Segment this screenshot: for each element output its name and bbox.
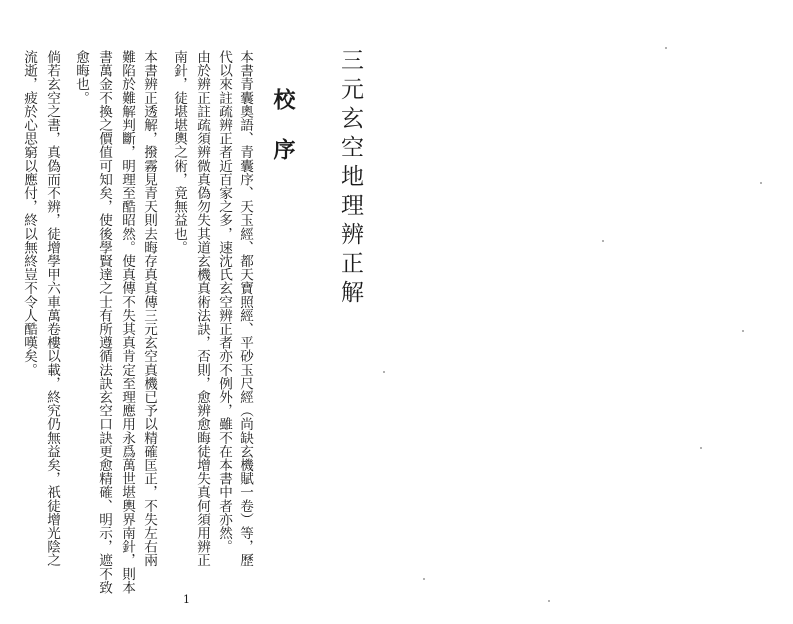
book-title: 三元玄空地理辨正解 bbox=[337, 48, 363, 309]
text-column-9: 倘若玄空之書，真偽而不辨，徒增學甲六車萬卷樓以載，終究仍無益矣，祇徒增光陰之 bbox=[44, 50, 60, 567]
scan-speck bbox=[602, 240, 604, 242]
page-number: 1 bbox=[183, 593, 190, 606]
scan-speck bbox=[760, 182, 762, 184]
text-column-6: 難陷於難解判斷，明理至酷昭然。使真傳不失其真肯定至理應用永爲萬世堪輿界南針，則本 bbox=[119, 50, 135, 594]
text-column-2: 代以來註疏辨正者近百家之多，速沈氏玄空辨正者亦不例外，雖不在本書中者亦然。 bbox=[216, 50, 232, 554]
scan-speck bbox=[548, 600, 550, 602]
section-heading: 校序 bbox=[270, 88, 296, 188]
scan-speck bbox=[700, 447, 702, 449]
text-column-1: 本書青囊奧語、青囊序、天玉經、都天寶照經、平砂玉尺經（尚缺玄機賦一卷）等，歷 bbox=[237, 50, 253, 567]
text-column-5: 本書辨正透解，撥霧見青天則去晦存真真傳三元玄空真機已予以精確匡正，不失左右兩 bbox=[141, 50, 157, 567]
text-column-8: 愈晦也。 bbox=[73, 50, 89, 105]
text-column-3: 由於辨正註疏須辨微真偽勿失其道玄機真術法訣，否則，愈辨愈晦徒增失真何須用辨正 bbox=[194, 50, 210, 567]
scan-speck bbox=[383, 371, 385, 373]
text-column-7: 書萬金不換之價值可知矣，使後學賢達之士有所遵循法訣玄空口訣更愈精確、明示，遮不致 bbox=[96, 50, 112, 594]
text-column-10: 流逝，疲於心思窮以應付，終以無終豈不令人酷嘆矣。 bbox=[21, 50, 37, 377]
scan-speck bbox=[423, 578, 425, 580]
scan-speck bbox=[742, 330, 744, 332]
text-column-4: 南針，徒堪堪輿之術，竟無益也。 bbox=[171, 50, 187, 254]
scan-speck bbox=[665, 47, 667, 49]
